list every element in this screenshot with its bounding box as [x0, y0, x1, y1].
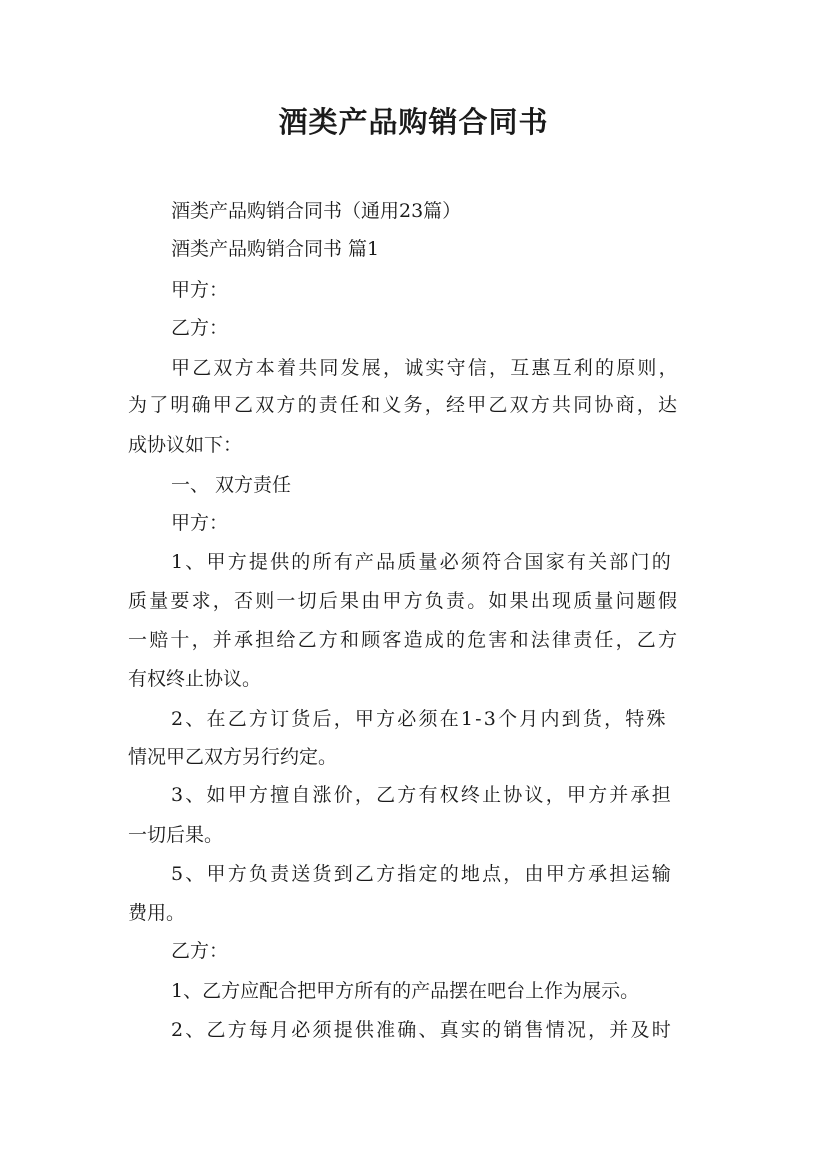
doc-line: 5、甲方负责送货到乙方指定的地点，由甲方承担运输 — [171, 863, 673, 885]
doc-line: 乙方： — [171, 317, 229, 339]
doc-line: 2、在乙方订货后，甲方必须在1-3个月内到货，特殊 — [171, 708, 668, 730]
doc-line: 有权终止协议。 — [128, 668, 262, 690]
doc-line: 一赔十，并承担给乙方和顾客造成的危害和法律责任，乙方 — [128, 629, 680, 651]
doc-line: 成协议如下： — [128, 434, 243, 456]
doc-line: 甲方： — [171, 279, 229, 301]
doc-line: 甲方： — [171, 512, 229, 534]
doc-line: 甲乙双方本着共同发展，诚实守信，互惠互利的原则， — [171, 357, 680, 379]
doc-line: 费用。 — [128, 902, 186, 924]
doc-line: 3、如甲方擅自涨价，乙方有权终止协议，甲方并承担 — [171, 784, 673, 806]
doc-line: 质量要求，否则一切后果由甲方负责。如果出现质量问题假 — [128, 590, 680, 612]
doc-line: 乙方： — [171, 940, 229, 962]
doc-line: 1、甲方提供的所有产品质量必须符合国家有关部门的 — [171, 551, 673, 573]
doc-line: 1、乙方应配合把甲方所有的产品摆在吧台上作为展示。 — [171, 980, 640, 1002]
doc-line: 酒类产品购销合同书 篇1 — [171, 238, 380, 260]
document-title: 酒类产品购销合同书 — [278, 105, 549, 139]
doc-line: 情况甲乙双方另行约定。 — [128, 746, 338, 768]
doc-line: 为了明确甲乙双方的责任和义务，经甲乙双方共同协商，达 — [128, 394, 680, 416]
doc-line: 2、乙方每月必须提供准确、真实的销售情况，并及时 — [171, 1019, 673, 1041]
doc-line: 一、 双方责任 — [171, 474, 292, 496]
doc-line: 一切后果。 — [128, 824, 224, 846]
doc-line: 酒类产品购销合同书（通用23篇） — [171, 200, 462, 222]
